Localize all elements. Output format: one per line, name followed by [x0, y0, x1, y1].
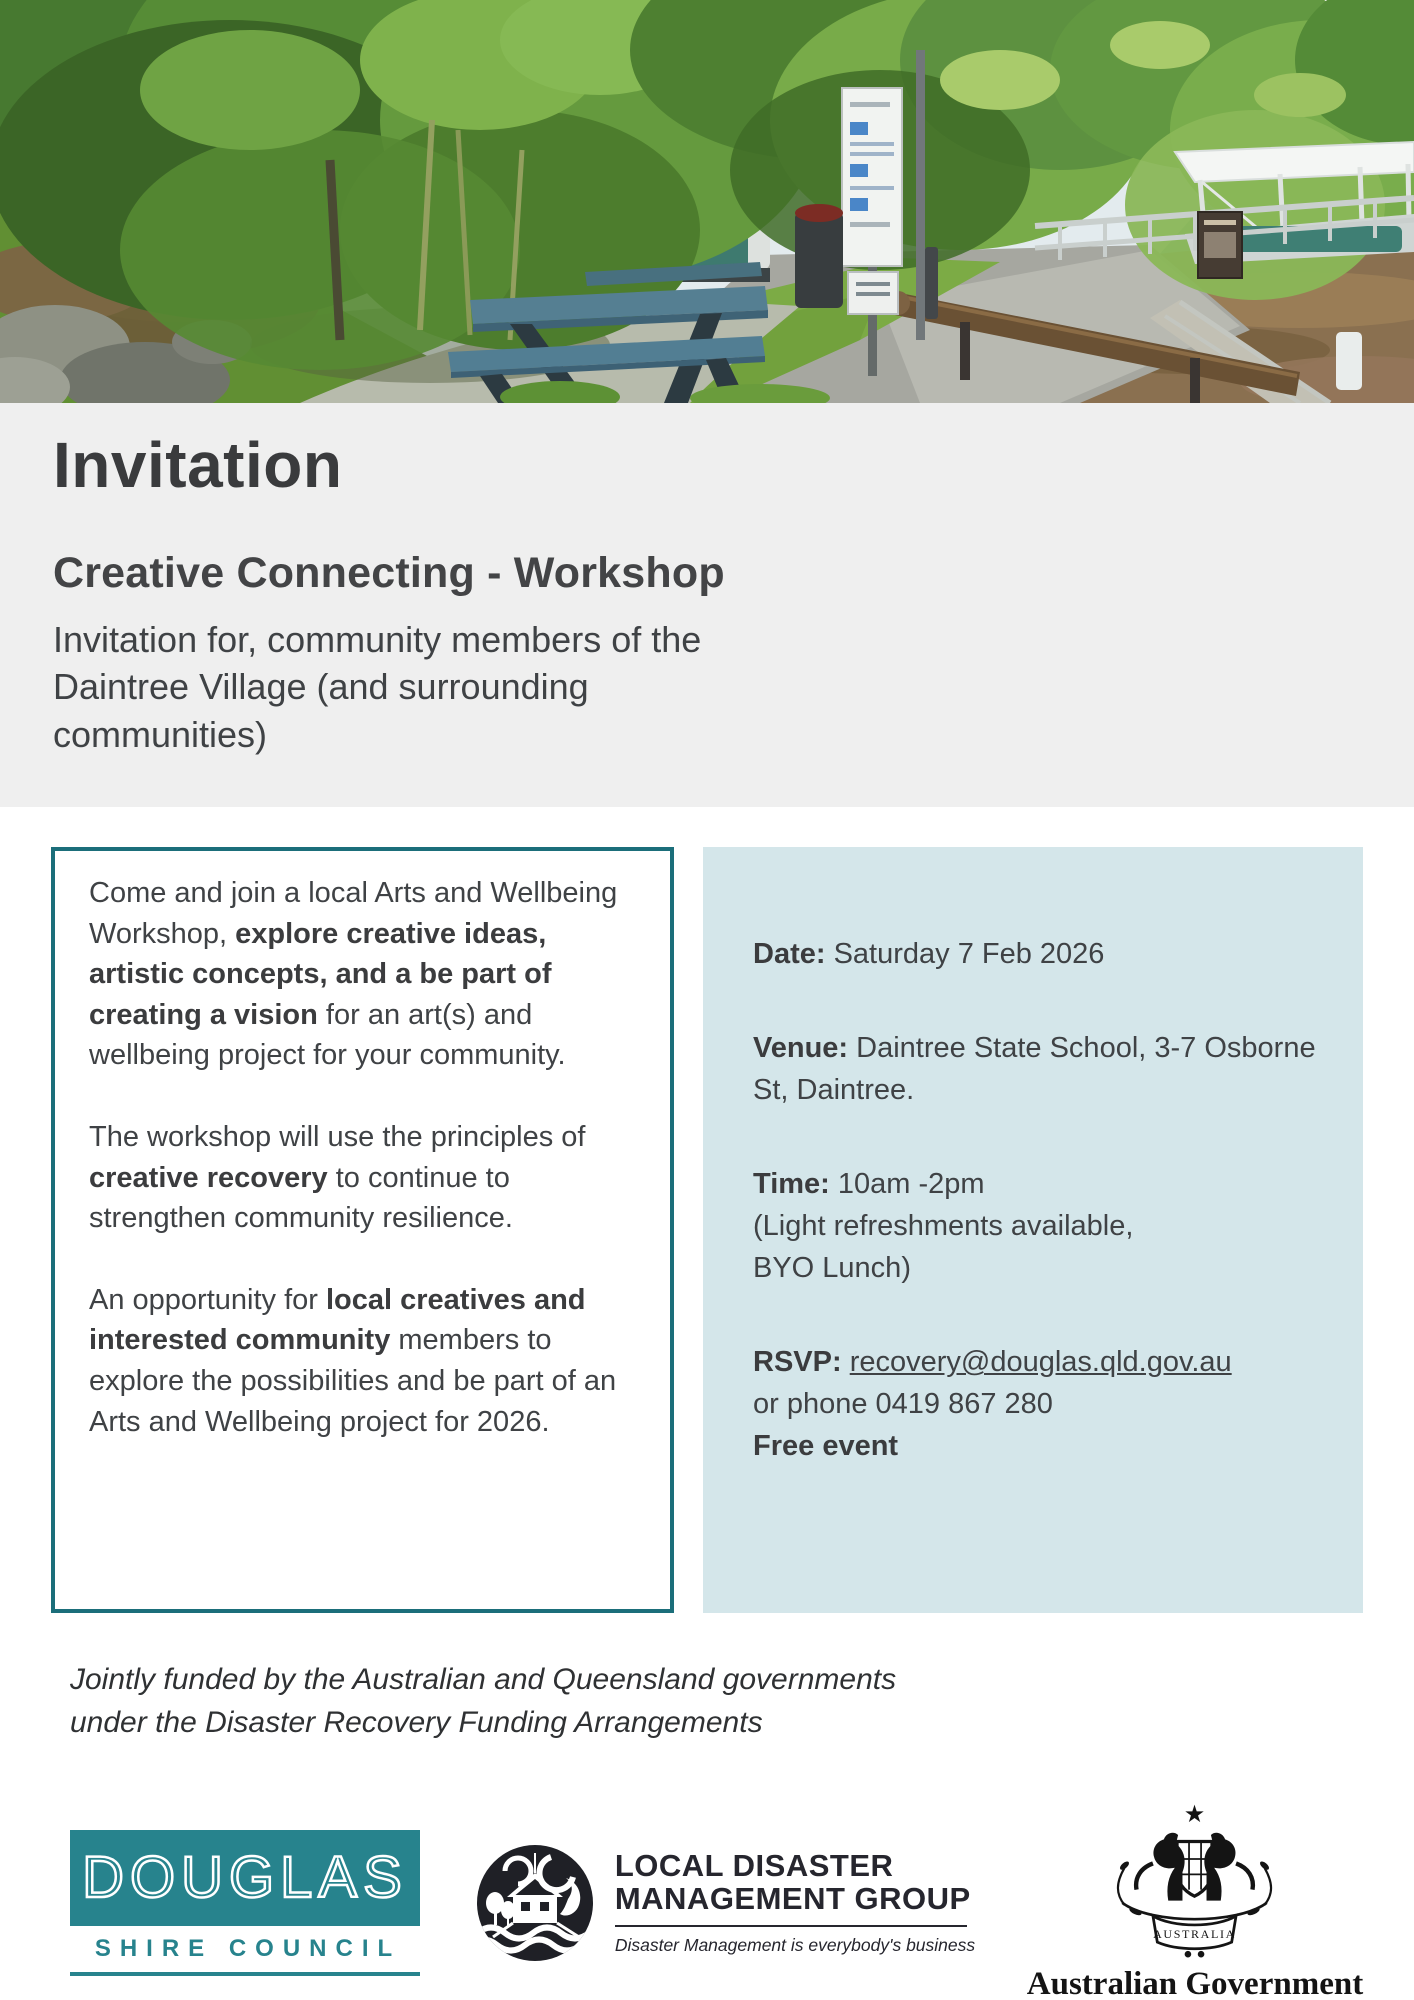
event-time: Time: 10am -2pm (Light refreshments available, BYO Lunch)	[753, 1168, 1134, 1285]
douglas-shire-council-logo	[70, 1830, 420, 1976]
ldmg-tagline: Disaster Management is everybody's business	[614, 1934, 976, 1955]
header-photo	[0, 0, 1414, 403]
australia-banner-text: AUSTRALIA	[1153, 1926, 1237, 1941]
logo-row	[0, 1802, 1414, 2000]
event-date: Date: Saturday 7 Feb 2026	[753, 938, 1105, 970]
trash-bin	[795, 212, 843, 308]
paragraph-intro: Come and join a local Arts and Wellbeing Workshop, explore creative ideas, artistic concepts, and a be part of creating a vision for an art(s) and wellbeing project for your community.	[89, 877, 618, 1072]
funding-note: Jointly funded by the Australian and Queensland governments under the Disaster Recovery Funding Arrangements	[70, 1663, 897, 1739]
page-title: Invitation	[53, 429, 343, 501]
event-rsvp: RSVP: recovery@douglas.qld.gov.au or phone 0419 867 280 Free event	[753, 1341, 1319, 1467]
shire-council-wordmark: SHIRE COUNCIL	[94, 1934, 402, 1962]
event-details-panel	[703, 847, 1363, 1613]
coat-of-arms-icon	[1107, 1802, 1282, 1962]
paragraph-principles: The workshop will use the principles of creative recovery to continue to strengthen community resilience.	[89, 1120, 586, 1235]
header-photo-scene	[0, 0, 1414, 403]
free-event-note: Free event	[753, 1430, 899, 1463]
description-box	[51, 847, 674, 1613]
rsvp-phone: or phone 0419 867 280	[753, 1388, 1053, 1421]
commonwealth-star-icon: ★	[1184, 1802, 1206, 1829]
ldmg-title-line1: LOCAL DISASTER	[614, 1847, 894, 1883]
local-disaster-management-group-logo	[475, 1843, 975, 1963]
paragraph-opportunity: An opportunity for local creatives and interested community members to explore the possibilities and be part of an Arts and Wellbeing project for 2026.	[89, 1283, 617, 1438]
invitation-audience: Invitation for, community members of the Daintree Village (and surrounding communities)	[53, 618, 702, 756]
douglas-wordmark: DOUGLAS	[82, 1845, 408, 1911]
event-venue: Venue: Daintree State School, 3-7 Osborne St, Daintree.	[753, 1032, 1316, 1107]
australian-government-label: Australian Government	[1026, 1966, 1364, 2000]
rsvp-email-link[interactable]: recovery@douglas.qld.gov.au	[849, 1346, 1232, 1379]
bollard	[925, 247, 938, 319]
light-pole	[916, 50, 925, 340]
content-row	[0, 807, 1414, 1613]
workshop-title: Creative Connecting - Workshop	[53, 548, 725, 597]
pile-marker	[1336, 332, 1362, 390]
australian-government-logo	[1026, 1802, 1364, 2000]
ldmg-title-line2: MANAGEMENT GROUP	[614, 1880, 971, 1916]
ldmg-emblem-icon	[475, 1843, 595, 1963]
hero-band	[0, 403, 1414, 807]
